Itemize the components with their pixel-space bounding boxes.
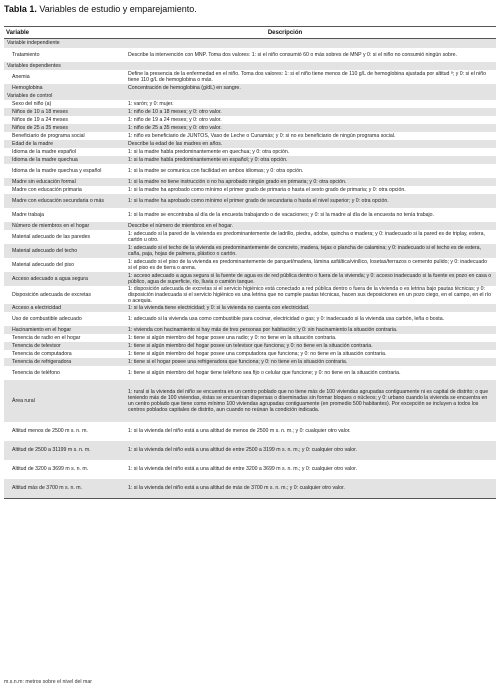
table-row (4, 140, 496, 148)
table-row (4, 441, 496, 460)
variable-name: Idioma de la madre quechua y español (12, 167, 102, 174)
variable-name: Anemia (12, 73, 30, 80)
table-row (4, 230, 496, 244)
variable-name: Tenencia de computadora (12, 350, 72, 357)
variable-name: Edad de la madre (12, 140, 53, 147)
variable-name: Altitud menos de 2500 m s. n. m. (12, 428, 88, 435)
table-row (4, 156, 496, 164)
variable-name: Material adecuado de las paredes (12, 233, 91, 240)
variable-name: Tratamiento (12, 51, 40, 58)
variable-name: Idioma de la madre quechua (12, 156, 78, 163)
table-row (4, 116, 496, 124)
variable-name: Uso de combustible adecuado (12, 315, 82, 322)
section-label: Variables de control (7, 92, 53, 99)
variable-name: Tenencia de radio en el hogar (12, 334, 81, 341)
variable-name: Altitud de 2500 a 31199 m s. n. m. (12, 447, 91, 454)
variable-name: Acceso adecuado a agua segura (12, 275, 88, 282)
variable-description: 1: tiene si algún miembro del hogar posee una radio; y 0: no tiene en la situación contraria. (128, 334, 337, 341)
section-row (4, 62, 496, 70)
variable-name: Acceso a electricidad (12, 304, 62, 311)
table-row (4, 479, 496, 498)
table-row (4, 422, 496, 441)
section-label: Variable independiente (7, 40, 60, 47)
variable-name: Número de miembros en el hogar (12, 222, 90, 229)
variable-name: Madre sin educación formal (12, 178, 76, 185)
variable-description: 1: tiene si algún miembro del hogar posee una computadora que funciona; y 0: no tiene en la situación contraria. (128, 350, 387, 357)
table-row (4, 70, 496, 84)
variable-name: Hacinamiento en el hogar (12, 326, 72, 333)
table-row (4, 148, 496, 156)
table-row (4, 194, 496, 208)
table-row (4, 258, 496, 272)
variable-name: Madre trabaja (12, 211, 45, 218)
variable-name: Tenencia de televisor (12, 342, 61, 349)
table-row (4, 124, 496, 132)
variable-description: 1: tiene si algún miembro del hogar tiene teléfono sea fijo o celular que funcione; y 0: no tiene en la situación contraria. (128, 369, 401, 376)
variable-description: 1: si la madre no tiene instrucción o no ha aprobado ningún grado en primaria; y 0: otra opción. (128, 178, 347, 185)
variable-name: Niños de 10 a 18 meses (12, 108, 68, 115)
variable-description: 1: varón; y 0: mujer. (128, 100, 174, 107)
variable-description: 1: niño de 10 a 18 meses; y 0: otro valor. (128, 108, 222, 115)
section-row (4, 92, 496, 100)
variable-name: Madre con educación secundaria o más (12, 197, 104, 204)
variable-description: 1: si la vivienda tiene electricidad; y 0: si la vivienda no cuenta con electricidad. (128, 304, 310, 311)
table-caption: Variables de estudio y emparejamiento. (39, 4, 197, 14)
variable-description: 1: tiene si el hogar posee una refrigeradora que funciona; y 0: no tiene en la situación contraria. (128, 358, 348, 365)
variable-description: 1: si la madre habla predominantemente en quechua; y 0: otra opción. (128, 148, 290, 155)
variable-name: Disposición adecuada de excretas (12, 291, 92, 298)
variable-description: 1: tiene si algún miembro del hogar posee un televisor que funciona; y 0: no tiene en la situación contraria. (128, 342, 373, 349)
variable-description: 1: si la madre ha aprobado como mínimo el primer grado de secundaria o hasta el nivel superior; y 0: otra opción. (128, 197, 389, 204)
variable-description: 1: adecuado si el techo de la vivienda es predominantemente de concreto, madera, tejas o plancha de calamina; y 0: inadecuado si el techo es de estera, caña, paja, hojas de palmera, plástico o cartón. (128, 244, 481, 257)
table-row (4, 460, 496, 479)
variable-description: 1: si la madre habla predominantemente en español; y 0: otra opción. (128, 156, 288, 163)
variable-description: 1: si la vivienda del niño está a una altitud de entre 2500 a 3199 m s. n. m.; y 0: cualquier otro valor. (128, 447, 357, 454)
variable-name: Niños de 25 a 35 meses (12, 124, 68, 131)
table-row (4, 208, 496, 222)
variable-name: Sexo del niño (a) (12, 100, 52, 107)
table-row (4, 366, 496, 380)
table-row (4, 244, 496, 258)
variable-name: Madre con educación primaria (12, 186, 82, 193)
variable-description: 1: niño de 19 a 24 meses; y 0: otro valor. (128, 116, 222, 123)
variable-name: Hemoglobina (12, 84, 43, 91)
table-body (4, 39, 496, 498)
variable-name: Tenencia de refrigeradora (12, 358, 72, 365)
variable-description: 1: si la madre se encontraba al día de la encuesta trabajando o de vacaciones; y 0: si la madre al día de la encuesta no tenía trabajo. (128, 211, 434, 218)
table-row (4, 132, 496, 140)
variable-description: 1: si la madre se comunica con facilidad en ambos idiomas; y 0: otra opción. (128, 167, 304, 174)
header-variable: Variable (6, 29, 30, 36)
table-title (4, 4, 197, 15)
table-row (4, 186, 496, 194)
table-row (4, 334, 496, 342)
table-row (4, 108, 496, 116)
table-row (4, 48, 496, 62)
variable-name: Niños de 19 a 24 meses (12, 116, 68, 123)
section-label: Variables dependientes (7, 62, 61, 69)
variable-description: 1: rural si la vivienda del niño se encuentra en un centro poblado que no tiene más de 100 viviendas agrupadas contiguamente ni es capital de distrito; o que teniendo más de 100 viviendas, éstas se encuentran dispersas o diseminadas sin formar bloques o núcleos; y 0: urbano cuando la vivienda se encuentra en un centro poblado que tiene como mínimo 100 viviendas agrupadas contiguamente (en promedio 500 habitantes). Por excepción se incluyen a todos los centros poblados capitales de distrito, aun cuando no reúnan la condición indicada. (128, 388, 489, 414)
header-description: Descripción (267, 29, 303, 36)
variable-name: Altitud más de 3700 m s. n. m. (12, 485, 83, 492)
table-row (4, 178, 496, 186)
table-row (4, 100, 496, 108)
variable-name: Material adecuado del piso (12, 261, 75, 268)
table-row (4, 312, 496, 326)
variable-description: Describe el número de miembros en el hogar. (128, 222, 233, 229)
variable-description: Define la presencia de la enfermedad en el niño. Toma dos valores: 1: si el niño tiene menos de 110 g/L de hemoglobina ajustada por altitud ᵃ; y 0: si el niño tiene 110 g/L de hemoglobina o más. (128, 70, 486, 83)
variables-table (4, 26, 496, 499)
variable-name: Altitud de 3200 a 3699 m s. n. m. (12, 466, 89, 473)
table-row (4, 304, 496, 312)
table-number: Tabla 1. (4, 4, 37, 14)
table-header (4, 27, 496, 39)
section-row (4, 39, 496, 48)
variable-name: Beneficiario de programa social (12, 132, 85, 139)
variable-description: 1: niño es beneficiario de JUNTOS, Vaso de Leche o Cunamás; y 0: si no es beneficiario de ningún programa social. (128, 132, 396, 139)
variable-description: 1: adecuado si el piso de la vivienda es predominantemente de parquet/madera, lámina asfáltica/vinílico, losetas/terrazos o cemento pulido; y 0: inadecuado si el piso es de tierra o arena. (128, 258, 488, 271)
variable-description: 1: si la vivienda del niño está a una altitud de más de 3700 m s. n. m.; y 0: cualquier otro valor. (128, 485, 345, 492)
variable-name: Tenencia de teléfono (12, 369, 60, 376)
variable-name: Área rural (12, 397, 35, 404)
variable-description: 1: acceso adecuado a agua segura si la fuente de agua es de red pública dentro o fuera de la vivienda; y 0: acceso inadecuado si la fuente es pozo en casa o público, agua de superficie, río, lluvia o camión tanque. (128, 272, 492, 285)
table-row (4, 380, 496, 422)
variable-description: 1: niño de 25 a 35 meses; y 0: otro valor. (128, 124, 222, 131)
table-row (4, 286, 496, 304)
variable-name: Material adecuado del techo (12, 247, 78, 254)
footnote: m.s.n.m: metros sobre el nivel del mar (4, 679, 92, 685)
table-row (4, 164, 496, 178)
table-row (4, 272, 496, 286)
variable-description: 1: si la vivienda del niño está a una altitud de menos de 2500 m s. n. m.; y 0: cualquier otro valor. (128, 428, 351, 435)
table-row (4, 342, 496, 350)
table-row (4, 358, 496, 366)
variable-description: 1: si la vivienda del niño está a una altitud de entre 3200 a 3699 m s. n. m.; y 0: cualquier otro valor. (128, 466, 357, 473)
variable-description: 1: si la madre ha aprobado como mínimo el primer grado de primaria o hasta el sexto grado de primaria; y 0: otra opción. (128, 186, 406, 193)
table-row (4, 222, 496, 230)
table-row (4, 326, 496, 334)
variable-description: 1: adecuado si la vivienda usa como combustible para cocinar, electricidad o gas; y 0: inadecuado si la vivienda usa carbón, leña o bosta. (128, 315, 445, 322)
table-row (4, 84, 496, 92)
variable-description: Concentración de hemoglobina (g/dL) en sangre. (128, 84, 241, 91)
table-row (4, 350, 496, 358)
variable-name: Idioma de la madre español (12, 148, 77, 155)
variable-description: Describe la intervención con MNP. Toma dos valores: 1: si el niño consumió 60 o más sobres de MNP y 0: si el niño no consumió ningún sobre. (128, 51, 457, 58)
variable-description: 1: vivienda con hacinamiento si hay más de tres personas por habitación; y 0: sin hacinamiento la situación contraria. (128, 326, 398, 333)
variable-description: Describe la edad de las madres en años. (128, 140, 223, 147)
variable-description: 1: disposición adecuada de excretas si el servicio higiénico está conectado a red pública dentro o fuera de la vivienda o es letrina bajo pautas técnicas; y 0: disposición inadecuada si el servicio higiénico es una letrina que no cumple pautas técnicas, hacen sus deposiciones en un pozo ciego, en el campo, en el río o acequia. (128, 285, 492, 305)
variable-description: 1: adecuado si la pared de la vivienda es predominantemente de ladrillo, piedra, adobe, quincha o madera; y 0: inadecuado si la pared es de triplay, estera, cartón u otro. (128, 230, 485, 243)
